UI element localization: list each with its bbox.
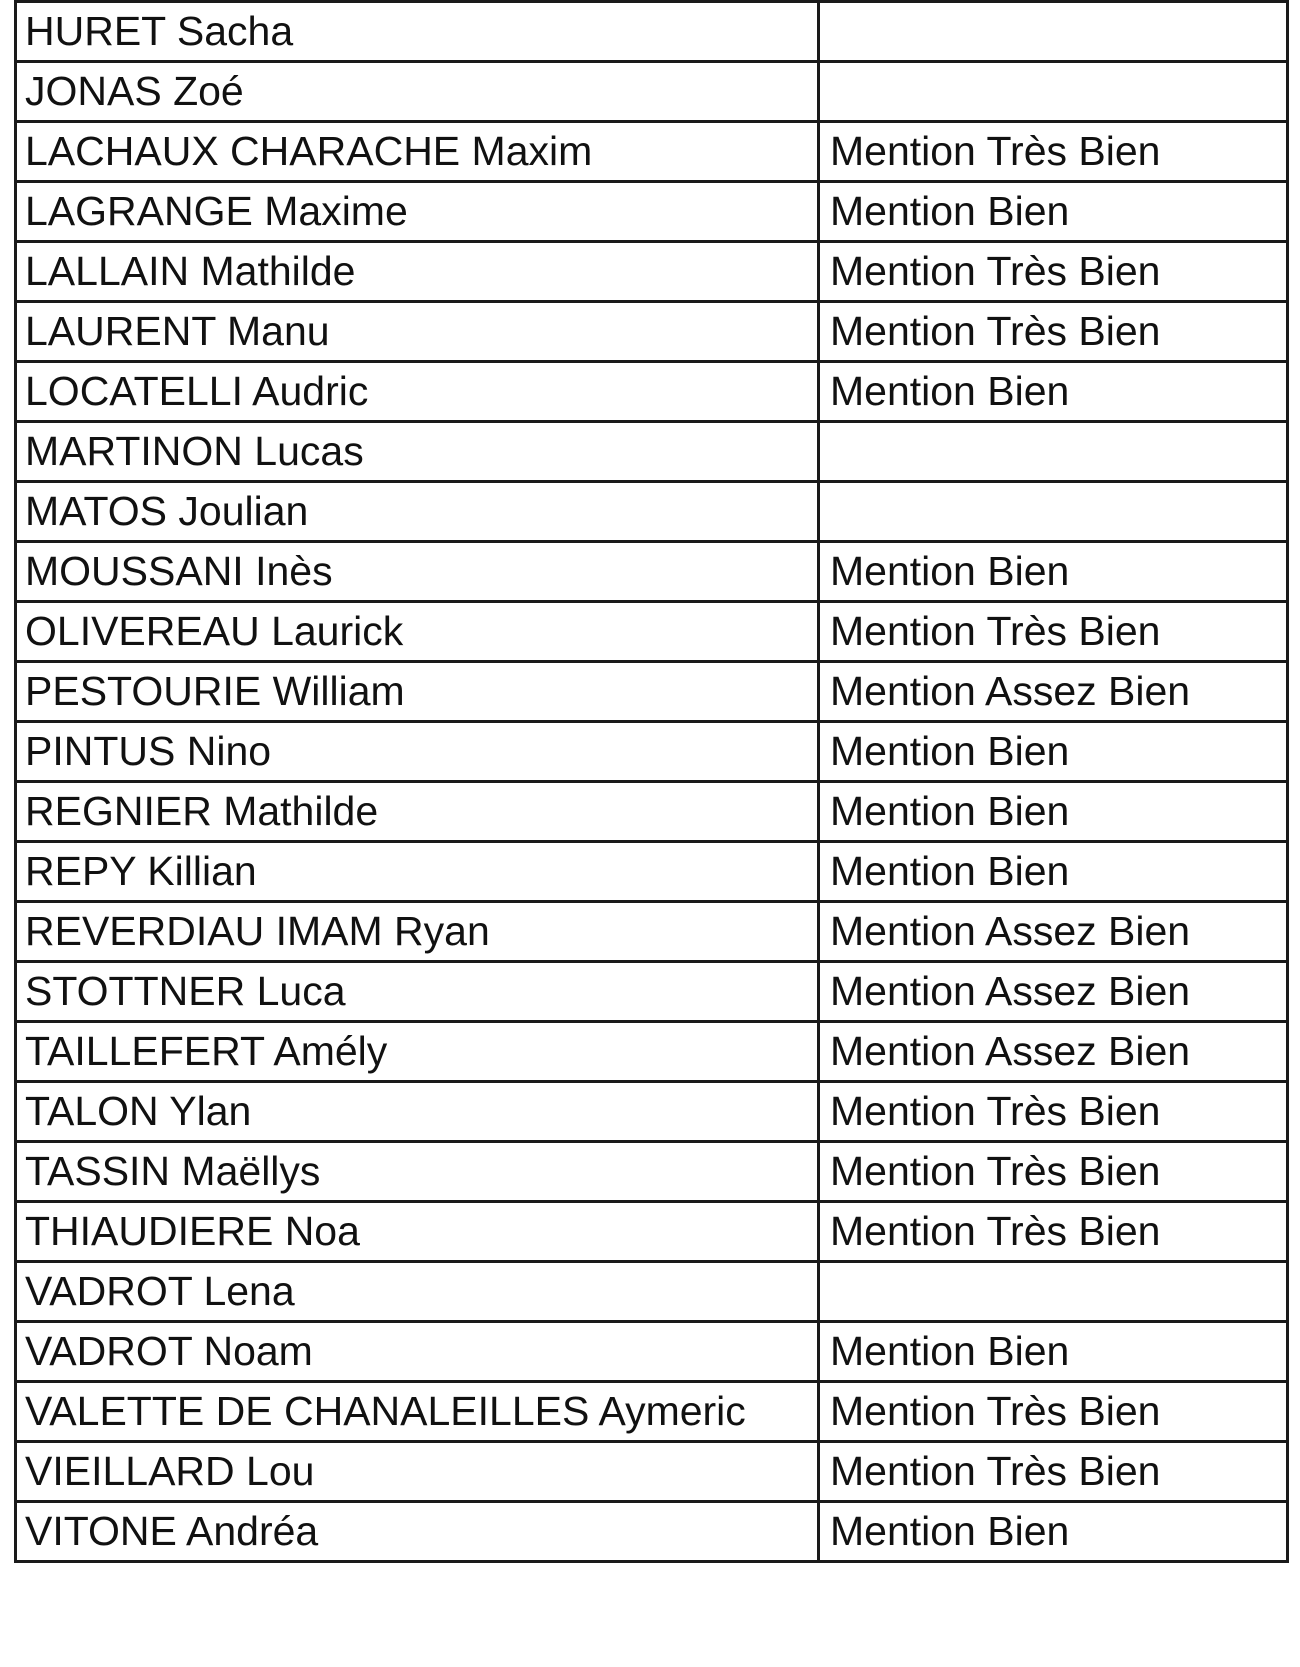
mention-cell xyxy=(819,2,1288,62)
table-row xyxy=(16,1322,1288,1382)
mention-cell: Mention Bien xyxy=(819,542,1288,602)
student-name-cell: VITONE Andréa xyxy=(16,1502,819,1562)
mention-cell: Mention Bien xyxy=(819,182,1288,242)
student-name-cell: STOTTNER Luca xyxy=(16,962,819,1022)
student-name-cell: MATOS Joulian xyxy=(16,482,819,542)
mention-cell: Mention Assez Bien xyxy=(819,902,1288,962)
student-name-cell: VALETTE DE CHANALEILLES Aymeric xyxy=(16,1382,819,1442)
student-name-cell: LALLAIN Mathilde xyxy=(16,242,819,302)
mention-cell xyxy=(819,422,1288,482)
table-row xyxy=(16,182,1288,242)
student-name-cell: TASSIN Maëllys xyxy=(16,1142,819,1202)
student-name-cell: TAILLEFERT Amély xyxy=(16,1022,819,1082)
mention-cell: Mention Très Bien xyxy=(819,1442,1288,1502)
table-row xyxy=(16,602,1288,662)
mention-cell: Mention Très Bien xyxy=(819,1142,1288,1202)
student-name-cell: MARTINON Lucas xyxy=(16,422,819,482)
student-name-cell: VADROT Lena xyxy=(16,1262,819,1322)
mention-cell: Mention Assez Bien xyxy=(819,962,1288,1022)
student-name-cell: JONAS Zoé xyxy=(16,62,819,122)
mention-cell: Mention Bien xyxy=(819,362,1288,422)
table-row xyxy=(16,1082,1288,1142)
table-row xyxy=(16,122,1288,182)
table-row xyxy=(16,422,1288,482)
table-row xyxy=(16,1442,1288,1502)
mention-cell: Mention Très Bien xyxy=(819,242,1288,302)
mention-cell: Mention Très Bien xyxy=(819,302,1288,362)
mention-cell: Mention Très Bien xyxy=(819,1202,1288,1262)
student-name-cell: VADROT Noam xyxy=(16,1322,819,1382)
mention-cell: Mention Très Bien xyxy=(819,602,1288,662)
table-row xyxy=(16,2,1288,62)
mention-cell: Mention Bien xyxy=(819,722,1288,782)
student-name-cell: PESTOURIE William xyxy=(16,662,819,722)
table-row xyxy=(16,962,1288,1022)
mention-cell: Mention Très Bien xyxy=(819,122,1288,182)
table-row xyxy=(16,842,1288,902)
mention-cell: Mention Bien xyxy=(819,842,1288,902)
table-row xyxy=(16,782,1288,842)
mention-cell: Mention Très Bien xyxy=(819,1382,1288,1442)
table-row xyxy=(16,1262,1288,1322)
table-row xyxy=(16,1502,1288,1562)
mention-cell: Mention Bien xyxy=(819,1322,1288,1382)
mention-cell: Mention Assez Bien xyxy=(819,662,1288,722)
table-row xyxy=(16,722,1288,782)
table-row xyxy=(16,542,1288,602)
table-row xyxy=(16,482,1288,542)
student-name-cell: REPY Killian xyxy=(16,842,819,902)
student-name-cell: VIEILLARD Lou xyxy=(16,1442,819,1502)
table-row xyxy=(16,362,1288,422)
mention-cell: Mention Bien xyxy=(819,782,1288,842)
student-name-cell: TALON Ylan xyxy=(16,1082,819,1142)
table-row xyxy=(16,1142,1288,1202)
mention-cell: Mention Très Bien xyxy=(819,1082,1288,1142)
table-row xyxy=(16,1022,1288,1082)
student-name-cell: LAGRANGE Maxime xyxy=(16,182,819,242)
student-name-cell: MOUSSANI Inès xyxy=(16,542,819,602)
mention-cell xyxy=(819,482,1288,542)
table-row xyxy=(16,662,1288,722)
mention-cell xyxy=(819,1262,1288,1322)
table-row xyxy=(16,902,1288,962)
student-name-cell: REGNIER Mathilde xyxy=(16,782,819,842)
mention-cell: Mention Bien xyxy=(819,1502,1288,1562)
results-table xyxy=(14,0,1289,1563)
table-row xyxy=(16,1202,1288,1262)
student-name-cell: THIAUDIERE Noa xyxy=(16,1202,819,1262)
table-row xyxy=(16,302,1288,362)
student-name-cell: LAURENT Manu xyxy=(16,302,819,362)
student-name-cell: REVERDIAU IMAM Ryan xyxy=(16,902,819,962)
student-name-cell: PINTUS Nino xyxy=(16,722,819,782)
mention-cell: Mention Assez Bien xyxy=(819,1022,1288,1082)
mention-cell xyxy=(819,62,1288,122)
student-name-cell: LOCATELLI Audric xyxy=(16,362,819,422)
results-table-body xyxy=(16,2,1288,1562)
student-name-cell: LACHAUX CHARACHE Maxim xyxy=(16,122,819,182)
table-row xyxy=(16,62,1288,122)
table-row xyxy=(16,242,1288,302)
student-name-cell: HURET Sacha xyxy=(16,2,819,62)
student-name-cell: OLIVEREAU Laurick xyxy=(16,602,819,662)
table-row xyxy=(16,1382,1288,1442)
